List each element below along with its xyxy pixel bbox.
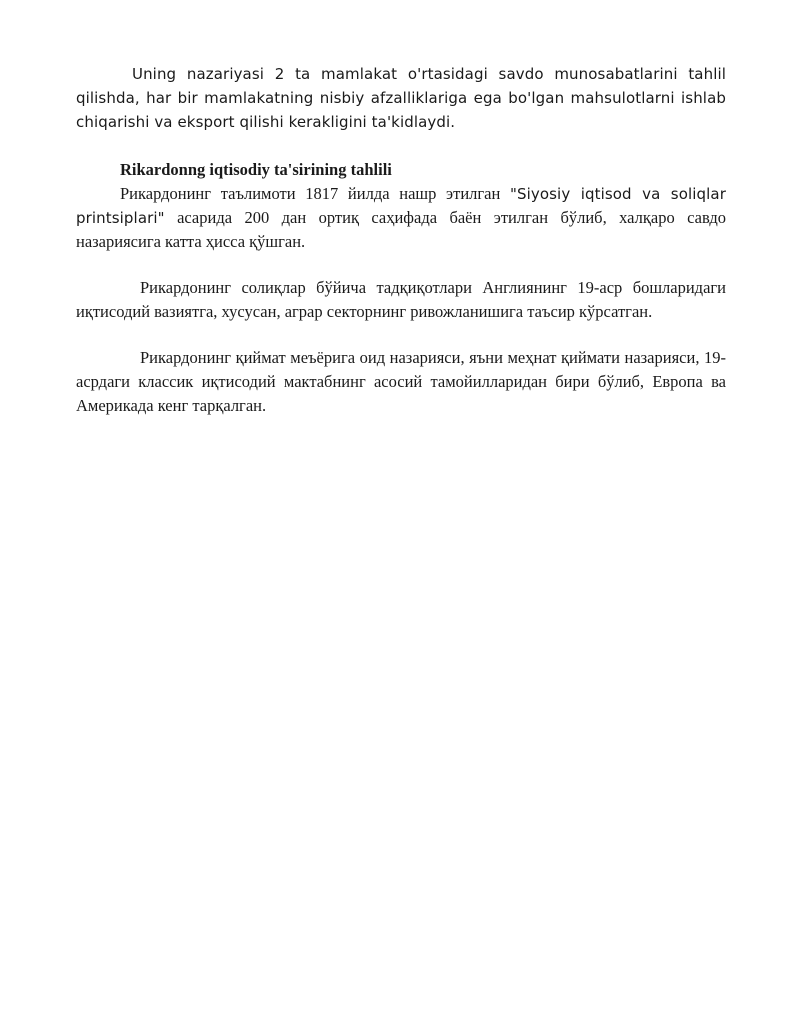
paragraph-ricardo-theory: Uning nazariyasi 2 ta mamlakat o'rtasidagi savdo munosabatlarini tahlil qilishda, har bir mamlakatning nisbiy afzalliklariga ega bo'lgan mahsulotlarni ishlab chiqarishi va eksport qilishi kerakligini ta'kidlaydi. [76, 65, 726, 131]
paragraph-ricardo-teaching [76, 182, 726, 254]
paragraph-ricardo-taxes: Рикардонинг солиқлар бўйича тадқиқотлари Англиянинг 19-аср бошларидаги иқтисодий вазиятга, хусусан, аграр секторнинг ривожланишига таъсир кўрсатган. [76, 278, 726, 321]
paragraph-ricardo-teaching-start: Рикардонинг таълимоти 1817 йилда нашр этилган [120, 184, 510, 203]
book-title-quote: "Siyosiy iqtisod va soliqlar printsiplari" [76, 185, 726, 227]
paragraph-ricardo-value: Рикардонинг қиймат меъёрига оид назарияси, яъни меҳнат қиймати назарияси, 19-асрдаги классик иқтисодий мактабнинг асосий тамойилларидан бири бўлиб, Европа ва Америкада кенг тарқалган. [76, 348, 726, 415]
paragraph-ricardo-teaching-end: асарида 200 дан ортиқ саҳифада баён этилган бўлиб, халқаро савдо назариясига катта ҳисса қўшган. [76, 208, 726, 251]
section-heading: Rikardonng iqtisodiy ta'sirining tahlili [120, 160, 392, 179]
document-body [76, 62, 726, 418]
